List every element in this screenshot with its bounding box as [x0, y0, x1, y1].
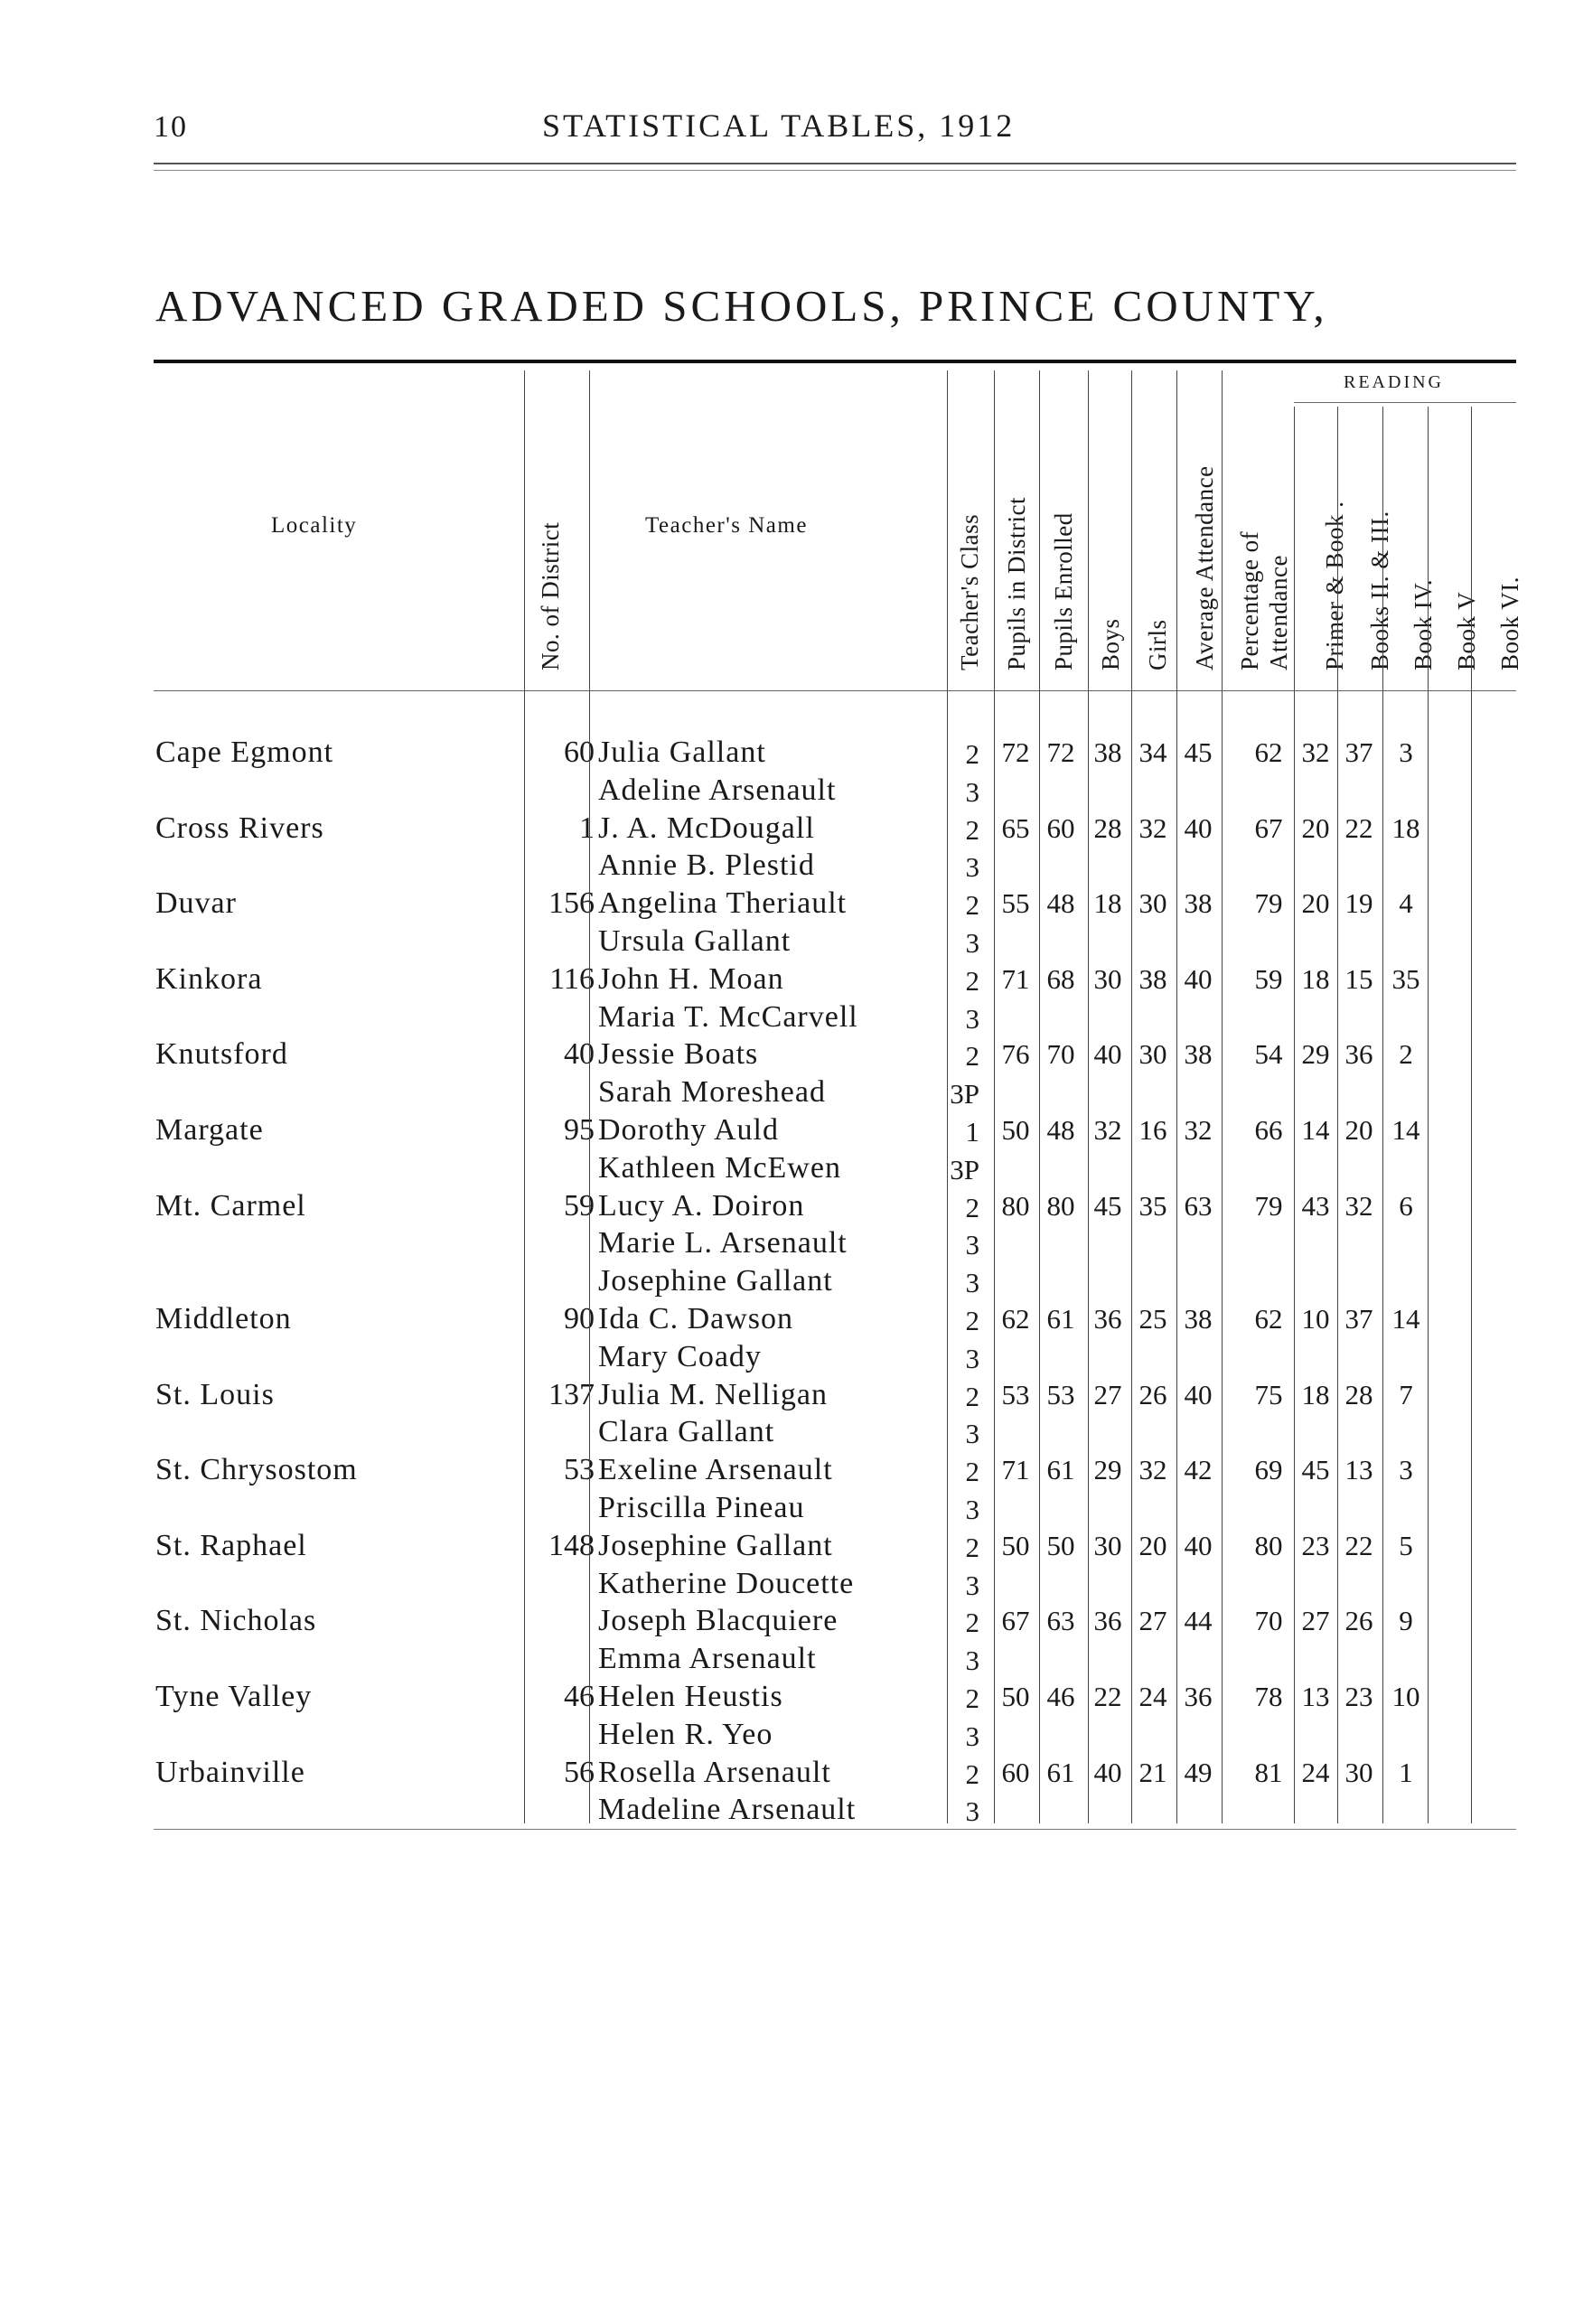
column-rule	[994, 370, 995, 1823]
avg-attendance-cell: 40	[1184, 811, 1213, 844]
percentage-cell: 81	[1254, 1756, 1283, 1788]
teacher-name-cell: Angelina Theriault	[598, 886, 848, 921]
enrolled-cell: 63	[1046, 1605, 1075, 1637]
teacher-class-cell: 2	[965, 1040, 979, 1073]
girls-cell: 34	[1138, 736, 1167, 768]
primer-cell: 23	[1301, 1529, 1330, 1561]
boys-cell: 45	[1093, 1189, 1122, 1222]
teacher-class-cell: 3	[965, 1229, 979, 1261]
locality-cell: Cape Egmont	[155, 736, 334, 769]
avg-attendance-cell: 40	[1184, 1529, 1213, 1561]
column-rule	[589, 370, 590, 1823]
pupils-in-district-cell: 65	[1001, 811, 1030, 844]
column-rule	[1039, 370, 1040, 1823]
col-header-locality: Locality	[271, 513, 358, 538]
avg-attendance-cell: 32	[1184, 1114, 1213, 1146]
primer-cell: 43	[1301, 1189, 1330, 1222]
col-header-pupils-in-district: Pupils in District	[1003, 496, 1030, 670]
enrolled-cell: 61	[1046, 1454, 1075, 1486]
column-rule	[1337, 407, 1338, 1823]
teacher-name-cell: Mary Coady	[598, 1339, 762, 1373]
teacher-class-cell: 2	[965, 964, 979, 997]
district-cell: 1	[579, 811, 595, 845]
book-4-cell: 18	[1391, 811, 1420, 844]
teacher-name-cell: Priscilla Pineau	[598, 1490, 805, 1524]
locality-cell: Cross Rivers	[155, 811, 324, 845]
col-header-teacher: Teacher's Name	[645, 513, 808, 538]
book-4-cell: 35	[1391, 962, 1420, 995]
teacher-class-cell: 3	[965, 926, 979, 959]
book-4-cell: 3	[1399, 1454, 1413, 1486]
percentage-cell: 67	[1254, 811, 1283, 844]
district-cell: 59	[564, 1188, 595, 1223]
enrolled-cell: 80	[1046, 1189, 1075, 1222]
pupils-in-district-cell: 60	[1001, 1756, 1030, 1788]
locality-cell: Middleton	[155, 1302, 292, 1335]
teacher-class-cell: 2	[965, 1191, 979, 1223]
teacher-name-cell: Madeline Arsenault	[598, 1793, 857, 1827]
district-cell: 116	[549, 961, 595, 996]
table-title: ADVANCED GRADED SCHOOLS, PRINCE COUNTY,	[155, 281, 1328, 331]
boys-cell: 30	[1093, 1529, 1122, 1561]
boys-cell: 40	[1093, 1756, 1122, 1788]
teacher-class-cell: 3P	[950, 1078, 979, 1110]
pupils-in-district-cell: 67	[1001, 1605, 1030, 1637]
locality-cell: Kinkora	[155, 961, 263, 996]
book-4-cell: 9	[1399, 1605, 1413, 1637]
locality-cell: St. Louis	[155, 1377, 275, 1411]
col-header-book-4: Book IV.	[1410, 578, 1437, 670]
teacher-name-cell: Annie B. Plestid	[598, 848, 815, 883]
col-header-girls: Girls	[1144, 619, 1171, 670]
col-header-percentage-line2: Attendance	[1265, 555, 1292, 670]
column-rule	[1176, 370, 1177, 1823]
pupils-in-district-cell: 72	[1001, 736, 1030, 768]
percentage-cell: 62	[1254, 736, 1283, 768]
col-header-primer: Primer & Book .	[1321, 501, 1348, 670]
girls-cell: 30	[1138, 887, 1167, 920]
book-4-cell: 14	[1391, 1114, 1420, 1146]
teacher-class-cell: 3	[965, 1418, 979, 1450]
teacher-name-cell: Exeline Arsenault	[598, 1453, 833, 1487]
col-header-average-attendance: Average Attendance	[1191, 465, 1218, 670]
primer-cell: 13	[1301, 1681, 1330, 1712]
girls-cell: 32	[1138, 811, 1167, 844]
enrolled-cell: 72	[1046, 736, 1075, 768]
page-number: 10	[154, 110, 188, 144]
teacher-name-cell: Emma Arsenault	[598, 1642, 817, 1676]
books-2-3-cell: 20	[1344, 1114, 1373, 1146]
girls-cell: 38	[1138, 962, 1167, 995]
teacher-name-cell: Kathleen McEwen	[598, 1150, 841, 1185]
avg-attendance-cell: 45	[1184, 736, 1213, 768]
pupils-in-district-cell: 50	[1001, 1681, 1030, 1712]
teacher-name-cell: Joseph Blacquiere	[598, 1604, 839, 1638]
percentage-cell: 75	[1254, 1378, 1283, 1410]
book-4-cell: 4	[1399, 887, 1413, 920]
teacher-class-cell: 3	[965, 1645, 979, 1677]
teacher-name-cell: Josephine Gallant	[598, 1264, 833, 1298]
books-2-3-cell: 28	[1344, 1378, 1373, 1410]
teacher-name-cell: Dorothy Auld	[598, 1113, 779, 1147]
col-header-boys: Boys	[1097, 618, 1124, 670]
girls-cell: 24	[1138, 1681, 1167, 1712]
col-header-book-5: Book V	[1453, 591, 1480, 670]
district-cell: 53	[564, 1453, 595, 1487]
teacher-name-cell: Julia Gallant	[598, 736, 766, 769]
column-rule	[1222, 370, 1223, 1823]
district-cell: 40	[564, 1037, 595, 1072]
col-header-books-2-3: Books II. & III.	[1366, 511, 1393, 670]
book-4-cell: 1	[1399, 1756, 1413, 1788]
books-2-3-cell: 15	[1344, 962, 1373, 995]
books-2-3-cell: 22	[1344, 811, 1373, 844]
teacher-name-cell: Josephine Gallant	[598, 1528, 833, 1562]
pupils-in-district-cell: 76	[1001, 1038, 1030, 1071]
enrolled-cell: 61	[1046, 1756, 1075, 1788]
boys-cell: 27	[1093, 1378, 1122, 1410]
teacher-name-cell: Ida C. Dawson	[598, 1302, 794, 1335]
book-4-cell: 7	[1399, 1378, 1413, 1410]
teacher-name-cell: Helen R. Yeo	[598, 1717, 773, 1751]
pupils-in-district-cell: 55	[1001, 887, 1030, 920]
girls-cell: 21	[1138, 1756, 1167, 1788]
header-rule	[154, 163, 1516, 164]
teacher-class-cell: 3	[965, 1493, 979, 1525]
girls-cell: 26	[1138, 1378, 1167, 1410]
books-2-3-cell: 23	[1344, 1681, 1373, 1712]
locality-cell: St. Chrysostom	[155, 1453, 358, 1487]
column-rule	[1471, 407, 1472, 1823]
avg-attendance-cell: 40	[1184, 1378, 1213, 1410]
primer-cell: 18	[1301, 962, 1330, 995]
avg-attendance-cell: 63	[1184, 1189, 1213, 1222]
book-4-cell: 2	[1399, 1038, 1413, 1071]
primer-cell: 18	[1301, 1378, 1330, 1410]
boys-cell: 36	[1093, 1605, 1122, 1637]
boys-cell: 29	[1093, 1454, 1122, 1486]
teacher-class-cell: 2	[965, 1682, 979, 1714]
primer-cell: 20	[1301, 811, 1330, 844]
percentage-cell: 70	[1254, 1605, 1283, 1637]
teacher-name-cell: Maria T. McCarvell	[598, 999, 858, 1034]
locality-cell: Duvar	[155, 886, 237, 921]
books-2-3-cell: 32	[1344, 1189, 1373, 1222]
teacher-class-cell: 1	[965, 1116, 979, 1148]
pupils-in-district-cell: 71	[1001, 962, 1030, 995]
primer-cell: 14	[1301, 1114, 1330, 1146]
percentage-cell: 79	[1254, 887, 1283, 920]
boys-cell: 40	[1093, 1038, 1122, 1071]
locality-cell: Urbainville	[155, 1755, 305, 1789]
enrolled-cell: 50	[1046, 1529, 1075, 1561]
teacher-name-cell: Katherine Doucette	[598, 1566, 855, 1600]
pupils-in-district-cell: 62	[1001, 1303, 1030, 1335]
title-rule	[154, 360, 1516, 363]
teacher-class-cell: 3	[965, 1720, 979, 1752]
percentage-cell: 69	[1254, 1454, 1283, 1486]
column-rule	[947, 370, 948, 1823]
teacher-class-cell: 3	[965, 1569, 979, 1601]
locality-cell: Mt. Carmel	[155, 1188, 306, 1223]
district-cell: 95	[564, 1113, 595, 1147]
percentage-cell: 54	[1254, 1038, 1283, 1071]
col-group-reading: READING	[1344, 372, 1444, 392]
running-title: STATISTICAL TABLES, 1912	[542, 108, 1016, 144]
teacher-class-cell: 2	[965, 738, 979, 770]
primer-cell: 29	[1301, 1038, 1330, 1071]
teacher-class-cell: 2	[965, 1305, 979, 1336]
teacher-name-cell: Helen Heustis	[598, 1680, 783, 1713]
girls-cell: 16	[1138, 1114, 1167, 1146]
teacher-class-cell: 3	[965, 775, 979, 808]
boys-cell: 38	[1093, 736, 1122, 768]
teacher-name-cell: John H. Moan	[598, 961, 784, 996]
girls-cell: 30	[1138, 1038, 1167, 1071]
teacher-class-cell: 2	[965, 1607, 979, 1639]
locality-cell: Margate	[155, 1113, 264, 1147]
avg-attendance-cell: 49	[1184, 1756, 1213, 1788]
avg-attendance-cell: 38	[1184, 1038, 1213, 1071]
books-2-3-cell: 30	[1344, 1756, 1373, 1788]
enrolled-cell: 60	[1046, 811, 1075, 844]
teacher-class-cell: 2	[965, 1757, 979, 1790]
teacher-name-cell: J. A. McDougall	[598, 811, 815, 845]
book-4-cell: 6	[1399, 1189, 1413, 1222]
header-rule-2	[154, 170, 1516, 171]
teacher-class-cell: 2	[965, 813, 979, 846]
avg-attendance-cell: 44	[1184, 1605, 1213, 1637]
primer-cell: 10	[1301, 1303, 1330, 1335]
pupils-in-district-cell: 80	[1001, 1189, 1030, 1222]
book-4-cell: 3	[1399, 736, 1413, 768]
enrolled-cell: 48	[1046, 887, 1075, 920]
teacher-name-cell: Lucy A. Doiron	[598, 1188, 805, 1223]
primer-cell: 24	[1301, 1756, 1330, 1788]
books-2-3-cell: 36	[1344, 1038, 1373, 1071]
locality-cell: St. Nicholas	[155, 1604, 317, 1638]
teacher-name-cell: Rosella Arsenault	[598, 1755, 831, 1789]
col-header-district: No. of District	[537, 521, 564, 670]
percentage-cell: 66	[1254, 1114, 1283, 1146]
teacher-name-cell: Adeline Arsenault	[598, 773, 837, 807]
avg-attendance-cell: 38	[1184, 1303, 1213, 1335]
percentage-cell: 59	[1254, 962, 1283, 995]
header-bottom-rule	[154, 690, 1516, 691]
column-rule	[1428, 407, 1429, 1823]
column-rule	[524, 370, 525, 1823]
enrolled-cell: 46	[1046, 1681, 1075, 1712]
column-rule	[1088, 370, 1089, 1823]
enrolled-cell: 53	[1046, 1378, 1075, 1410]
running-head	[0, 107, 1574, 152]
teacher-class-cell: 3	[965, 1002, 979, 1035]
pupils-in-district-cell: 53	[1001, 1378, 1030, 1410]
district-cell: 46	[564, 1680, 595, 1713]
teacher-class-cell: 3	[965, 851, 979, 884]
col-header-book-6: Book VI.	[1496, 576, 1523, 670]
avg-attendance-cell: 40	[1184, 962, 1213, 995]
teacher-class-cell: 2	[965, 1380, 979, 1412]
book-4-cell: 10	[1391, 1681, 1420, 1712]
percentage-cell: 80	[1254, 1529, 1283, 1561]
enrolled-cell: 68	[1046, 962, 1075, 995]
books-2-3-cell: 19	[1344, 887, 1373, 920]
teacher-name-cell: Julia M. Nelligan	[598, 1377, 829, 1411]
locality-cell: Knutsford	[155, 1037, 288, 1072]
teacher-class-cell: 3	[965, 1267, 979, 1299]
girls-cell: 32	[1138, 1454, 1167, 1486]
locality-cell: St. Raphael	[155, 1528, 307, 1562]
books-2-3-cell: 37	[1344, 736, 1373, 768]
col-header-teacher-class: Teacher's Class	[956, 513, 983, 670]
district-cell: 90	[564, 1302, 595, 1335]
pupils-in-district-cell: 50	[1001, 1529, 1030, 1561]
primer-cell: 20	[1301, 887, 1330, 920]
teacher-class-cell: 2	[965, 1456, 979, 1488]
percentage-cell: 78	[1254, 1681, 1283, 1712]
teacher-class-cell: 3P	[950, 1153, 979, 1185]
boys-cell: 30	[1093, 962, 1122, 995]
books-2-3-cell: 22	[1344, 1529, 1373, 1561]
books-2-3-cell: 13	[1344, 1454, 1373, 1486]
district-cell: 148	[548, 1528, 595, 1562]
col-header-percentage-line1: Percentage of	[1236, 530, 1263, 670]
teacher-name-cell: Marie L. Arsenault	[598, 1226, 848, 1260]
district-cell: 137	[548, 1377, 595, 1411]
pupils-in-district-cell: 71	[1001, 1454, 1030, 1486]
enrolled-cell: 61	[1046, 1303, 1075, 1335]
boys-cell: 28	[1093, 811, 1122, 844]
girls-cell: 27	[1138, 1605, 1167, 1637]
district-cell: 60	[564, 736, 595, 769]
column-rule	[1294, 407, 1295, 1823]
books-2-3-cell: 26	[1344, 1605, 1373, 1637]
percentage-cell: 79	[1254, 1189, 1283, 1222]
column-rule	[1382, 407, 1383, 1823]
enrolled-cell: 70	[1046, 1038, 1075, 1071]
teacher-class-cell: 3	[965, 1795, 979, 1828]
book-4-cell: 5	[1399, 1529, 1413, 1561]
col-header-pupils-enrolled: Pupils Enrolled	[1050, 512, 1077, 670]
enrolled-cell: 48	[1046, 1114, 1075, 1146]
district-cell: 56	[564, 1755, 595, 1789]
boys-cell: 32	[1093, 1114, 1122, 1146]
primer-cell: 45	[1301, 1454, 1330, 1486]
avg-attendance-cell: 38	[1184, 887, 1213, 920]
district-cell: 156	[548, 886, 595, 921]
boys-cell: 22	[1093, 1681, 1122, 1712]
percentage-cell: 62	[1254, 1303, 1283, 1335]
column-rule	[1131, 370, 1132, 1823]
table-bottom-rule	[154, 1829, 1516, 1830]
girls-cell: 35	[1138, 1189, 1167, 1222]
primer-cell: 32	[1301, 736, 1330, 768]
teacher-name-cell: Ursula Gallant	[598, 923, 792, 958]
pupils-in-district-cell: 50	[1001, 1114, 1030, 1146]
girls-cell: 25	[1138, 1303, 1167, 1335]
primer-cell: 27	[1301, 1605, 1330, 1637]
girls-cell: 20	[1138, 1529, 1167, 1561]
teacher-name-cell: Sarah Moreshead	[598, 1075, 826, 1110]
locality-cell: Tyne Valley	[155, 1680, 313, 1713]
teacher-class-cell: 2	[965, 889, 979, 922]
teacher-name-cell: Jessie Boats	[598, 1037, 759, 1072]
avg-attendance-cell: 36	[1184, 1681, 1213, 1712]
reading-group-rule	[1294, 402, 1516, 403]
teacher-name-cell: Clara Gallant	[598, 1415, 775, 1449]
books-2-3-cell: 37	[1344, 1303, 1373, 1335]
boys-cell: 18	[1093, 887, 1122, 920]
teacher-class-cell: 2	[965, 1531, 979, 1563]
teacher-class-cell: 3	[965, 1342, 979, 1374]
boys-cell: 36	[1093, 1303, 1122, 1335]
book-4-cell: 14	[1391, 1303, 1420, 1335]
avg-attendance-cell: 42	[1184, 1454, 1213, 1486]
